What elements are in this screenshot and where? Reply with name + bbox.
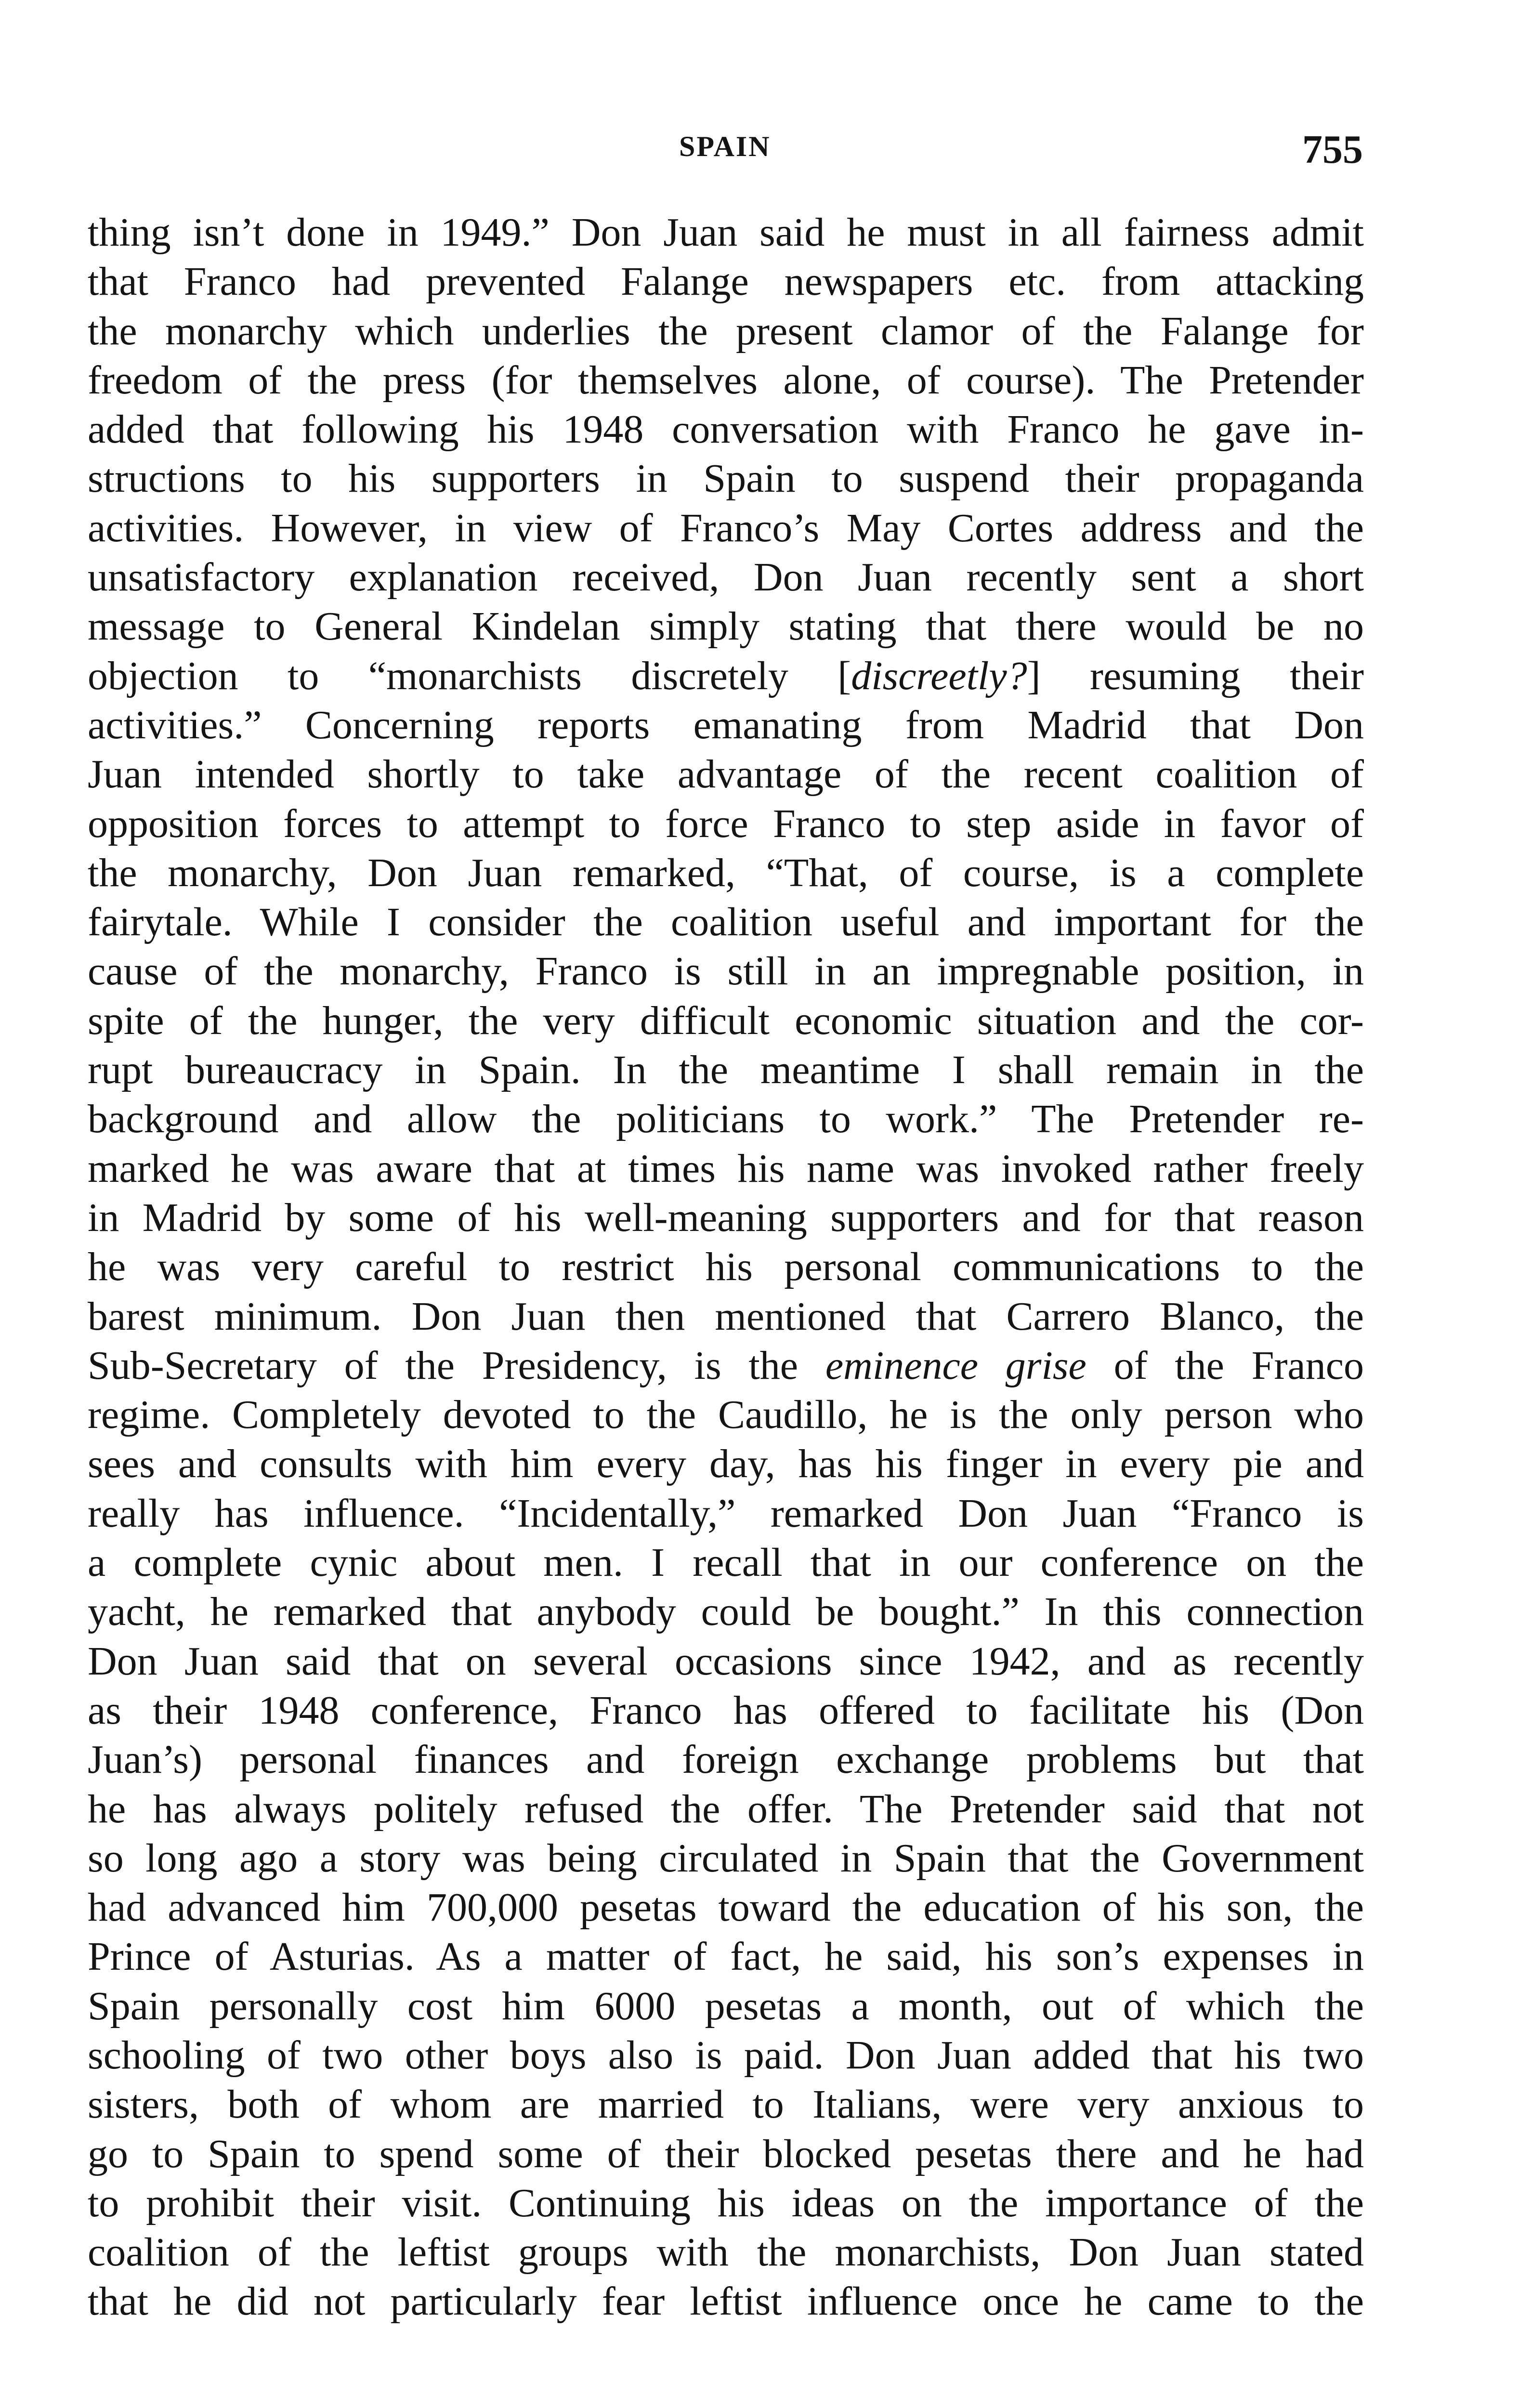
text-line: a complete cynic about men. I recall that in our conference on the <box>88 1540 1364 1585</box>
text-line: activities.” Concerning reports emanating from Madrid that Don <box>88 702 1364 747</box>
text-line: rupt bureaucracy in Spain. In the meantime I shall remain in the <box>88 1047 1364 1093</box>
text-line: Don Juan said that on several occasions since 1942, and as recently <box>88 1638 1364 1684</box>
text-line <box>88 652 1364 701</box>
text-line: yacht, he remarked that anybody could be bought.” In this connection <box>88 1589 1364 1635</box>
text-run: ] resuming their <box>1027 653 1364 698</box>
text-line: coalition of the leftist groups with the monarchists, Don Juan stated <box>88 2230 1364 2275</box>
text-line: fairytale. While I consider the coalition useful and important for the <box>88 900 1364 945</box>
text-line: really has influence. “Incidentally,” remarked Don Juan “Franco is <box>88 1491 1364 1536</box>
text-line: unsatisfactory explanation received, Don Juan recently sent a short <box>88 555 1364 600</box>
text-line: that Franco had prevented Falange newspapers etc. from attacking <box>88 259 1364 304</box>
text-line: background and allow the politicians to work.” The Pretender re- <box>88 1097 1364 1142</box>
text-line: barest minimum. Don Juan then mentioned that Carrero Blanco, the <box>88 1294 1364 1339</box>
text-line: cause of the monarchy, Franco is still in an impregnable position, in <box>88 949 1364 994</box>
text-line: schooling of two other boys also is paid. Don Juan added that his two <box>88 2032 1364 2078</box>
text-line: added that following his 1948 conversation with Franco he gave in- <box>88 407 1364 452</box>
text-run: objection to “monarchists discretely [ <box>88 653 851 698</box>
text-line: as their 1948 conference, Franco has offered to facilitate his (Don <box>88 1688 1364 1733</box>
text-line: Spain personally cost him 6000 pesetas a month, out of which the <box>88 1983 1364 2028</box>
text-line: in Madrid by some of his well-meaning supporters and for that reason <box>88 1195 1364 1240</box>
text-line: opposition forces to attempt to force Franco to step aside in favor of <box>88 801 1364 846</box>
text-line: structions to his supporters in Spain to suspend their propaganda <box>88 456 1364 501</box>
text-line: he has always politely refused the offer. The Pretender said that not <box>88 1786 1364 1832</box>
text-line: marked he was aware that at times his name was invoked rather freely <box>88 1146 1364 1191</box>
running-head: SPAIN <box>679 131 771 162</box>
text-line: Juan’s) personal finances and foreign exchange problems but that <box>88 1737 1364 1782</box>
text-line: the monarchy, Don Juan remarked, “That, of course, is a complete <box>88 850 1364 895</box>
text-line: to prohibit their visit. Continuing his ideas on the importance of the <box>88 2180 1364 2225</box>
text-line: activities. However, in view of Franco’s May Cortes address and the <box>88 505 1364 550</box>
text-run: of the Franco <box>1086 1343 1364 1388</box>
text-line: Prince of Asturias. As a matter of fact, he said, his son’s expenses in <box>88 1934 1364 1979</box>
text-line <box>88 1341 1364 1390</box>
text-line: freedom of the press (for themselves alone, of course). The Pretender <box>88 357 1364 403</box>
page-number: 755 <box>1302 127 1363 172</box>
text-line: he was very careful to restrict his personal communications to the <box>88 1244 1364 1290</box>
text-line: message to General Kindelan simply stating that there would be no <box>88 604 1364 649</box>
text-line: had advanced him 700,000 pesetas toward the education of his son, the <box>88 1885 1364 1930</box>
text-line: that he did not particularly fear leftist influence once he came to the <box>88 2279 1364 2324</box>
text-line: thing isn’t done in 1949.” Don Juan said he must in all fairness admit <box>88 210 1364 255</box>
text-line: regime. Completely devoted to the Caudillo, he is the only person who <box>88 1392 1364 1438</box>
text-line: sisters, both of whom are married to Italians, were very anxious to <box>88 2082 1364 2127</box>
text-line: Juan intended shortly to take advantage of the recent coalition of <box>88 752 1364 797</box>
body-text <box>88 208 1364 2327</box>
text-line: spite of the hunger, the very difficult economic situation and the cor- <box>88 998 1364 1043</box>
text-line: go to Spain to spend some of their blocked pesetas there and he had <box>88 2131 1364 2176</box>
text-line: the monarchy which underlies the present clamor of the Falange for <box>88 308 1364 353</box>
text-run: Sub-Secretary of the Presidency, is the <box>88 1343 825 1388</box>
text-line: so long ago a story was being circulated in Spain that the Government <box>88 1835 1364 1881</box>
italic-run: discreetly? <box>851 653 1027 698</box>
text-line: sees and consults with him every day, has his finger in every pie and <box>88 1441 1364 1487</box>
italic-run: eminence grise <box>825 1343 1086 1388</box>
